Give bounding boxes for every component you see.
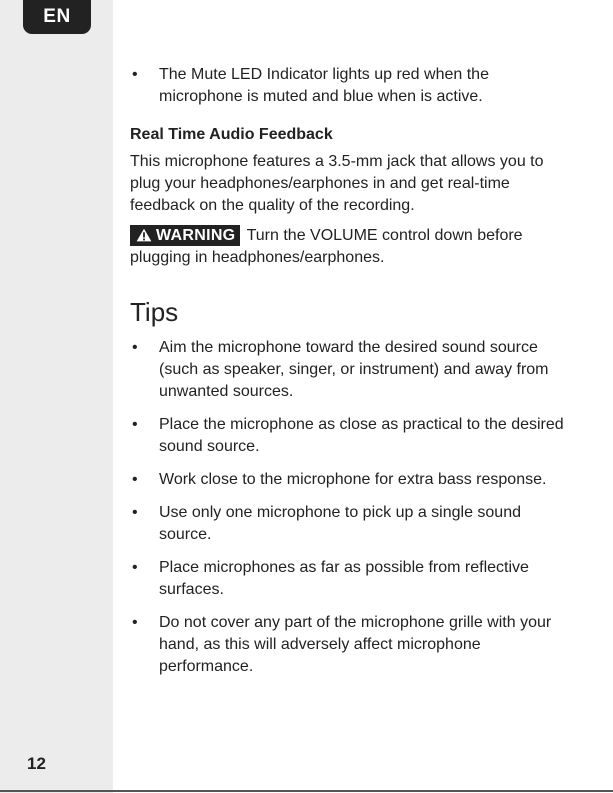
tip-item: • Use only one microphone to pick up a single sound source. (130, 502, 570, 546)
page-content (130, 64, 570, 689)
tip-item: • Aim the microphone toward the desired sound source (such as speaker, singer, or instrument) and away from unwanted sources. (130, 337, 570, 403)
tip-item: • Do not cover any part of the microphone grille with your hand, as this will adversely affect microphone performance. (130, 612, 570, 678)
tip-item: • Place microphones as far as possible from reflective surfaces. (130, 557, 570, 601)
warning-label: WARNING (156, 227, 236, 244)
sidebar (0, 0, 113, 793)
tip-item: • Work close to the microphone for extra bass response. (130, 469, 570, 491)
bottom-rule (0, 790, 613, 792)
tips-list (130, 337, 570, 678)
list-item: • The Mute LED Indicator lights up red when the microphone is muted and blue when is active. (130, 64, 570, 108)
warning-triangle-icon (136, 228, 152, 242)
tips-title: Tips (130, 297, 179, 327)
warning-paragraph (130, 225, 570, 269)
tip-item: • Place the microphone as close as practical to the desired sound source. (130, 414, 570, 458)
feedback-paragraph: This microphone features a 3.5-mm jack that allows you to plug your headphones/earphones in and get real-time feedback on the quality of the recording. (130, 153, 544, 214)
intro-list (130, 64, 570, 108)
language-tab: EN (23, 0, 91, 34)
warning-text: Turn the VOLUME control down before plugging in headphones/earphones. (130, 227, 523, 266)
page-number: 12 (27, 754, 46, 773)
section-heading: Real Time Audio Feedback (130, 126, 333, 143)
warning-badge (130, 225, 240, 246)
